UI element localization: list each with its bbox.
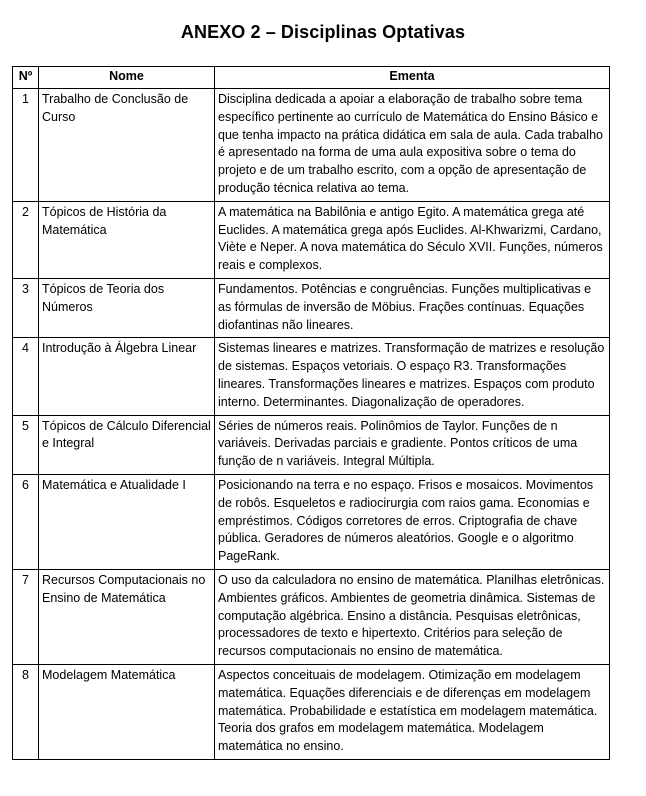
row-number: 5 <box>13 415 39 474</box>
disciplines-table <box>12 66 610 760</box>
discipline-name: Tópicos de História da Matemática <box>39 201 215 278</box>
header-name: Nome <box>39 67 215 89</box>
row-number: 4 <box>13 338 39 415</box>
table-row <box>13 201 610 278</box>
discipline-ementa: Séries de números reais. Polinômios de Taylor. Funções de n variáveis. Derivadas parciais e gradiente. Pontos críticos de uma função de n variáveis. Integral Múltipla. <box>215 415 610 474</box>
page-title: ANEXO 2 – Disciplinas Optativas <box>180 22 466 42</box>
discipline-name: Tópicos de Teoria dos Números <box>39 278 215 337</box>
row-number: 2 <box>13 201 39 278</box>
table-row <box>13 664 610 759</box>
discipline-name: Trabalho de Conclusão de Curso <box>39 89 215 202</box>
row-number: 6 <box>13 474 39 569</box>
discipline-name: Tópicos de Cálculo Diferencial e Integral <box>39 415 215 474</box>
row-number: 8 <box>13 664 39 759</box>
row-number: 1 <box>13 89 39 202</box>
table-header-row <box>13 67 610 89</box>
discipline-name: Modelagem Matemática <box>39 664 215 759</box>
discipline-ementa: Disciplina dedicada a apoiar a elaboração de trabalho sobre tema específico pertinente ao currículo de Matemática do Ensino Básico e que tenha impacto na prática didática em sala de aula. Cada trabalho é apresentado na forma de uma aula expositiva sobre o tema do projeto e de um trabalho escrito, com a opção de apresentação de produção técnica relativa ao tema. <box>215 89 610 202</box>
table-row <box>13 415 610 474</box>
table-row <box>13 569 610 664</box>
header-ementa: Ementa <box>215 67 610 89</box>
discipline-ementa: Posicionando na terra e no espaço. Frisos e mosaicos. Movimentos de robôs. Esqueletos e radiocirurgia com raios gama. Economias e empréstimos. Códigos corretores de erros. Criptografia de chave pública. Geradores de números aleatórios. Google e o algoritmo PageRank. <box>215 474 610 569</box>
discipline-name: Matemática e Atualidade I <box>39 474 215 569</box>
table-row <box>13 278 610 337</box>
discipline-ementa: O uso da calculadora no ensino de matemática. Planilhas eletrônicas. Ambientes gráficos. Ambientes de geometria dinâmica. Sistemas de computação algébrica. Ensino a distância. Pesquisas eletrônicas, processadores de texto e hipertexto. Critérios para seleção de recursos computacionais no ensino de matemática. <box>215 569 610 664</box>
table-row <box>13 89 610 202</box>
table-row <box>13 474 610 569</box>
discipline-ementa: A matemática na Babilônia e antigo Egito. A matemática grega até Euclides. A matemática grega após Euclides. Al-Khwarizmi, Cardano, Viète e Neper. A nova matemática do Século XVII. Funções, números reais e complexos. <box>215 201 610 278</box>
row-number: 3 <box>13 278 39 337</box>
row-number: 7 <box>13 569 39 664</box>
discipline-ementa: Sistemas lineares e matrizes. Transformação de matrizes e resolução de sistemas. Espaços vetoriais. O espaço R3. Transformações lineares. Transformações lineares e matrizes. Espaços com produto interno. Determinantes. Diagonalização de operadores. <box>215 338 610 415</box>
discipline-ementa: Fundamentos. Potências e congruências. Funções multiplicativas e as fórmulas de inversão de Möbius. Frações contínuas. Equações diofantinas não lineares. <box>215 278 610 337</box>
discipline-ementa: Aspectos conceituais de modelagem. Otimização em modelagem matemática. Equações diferenciais e de diferenças em modelagem matemática. Probabilidade e estatística em modelagem matemática. Teoria dos grafos em modelagem matemática. Modelagem matemática no ensino. <box>215 664 610 759</box>
table-row <box>13 338 610 415</box>
discipline-name: Recursos Computacionais no Ensino de Matemática <box>39 569 215 664</box>
header-num: Nº <box>13 67 39 89</box>
discipline-name: Introdução à Álgebra Linear <box>39 338 215 415</box>
